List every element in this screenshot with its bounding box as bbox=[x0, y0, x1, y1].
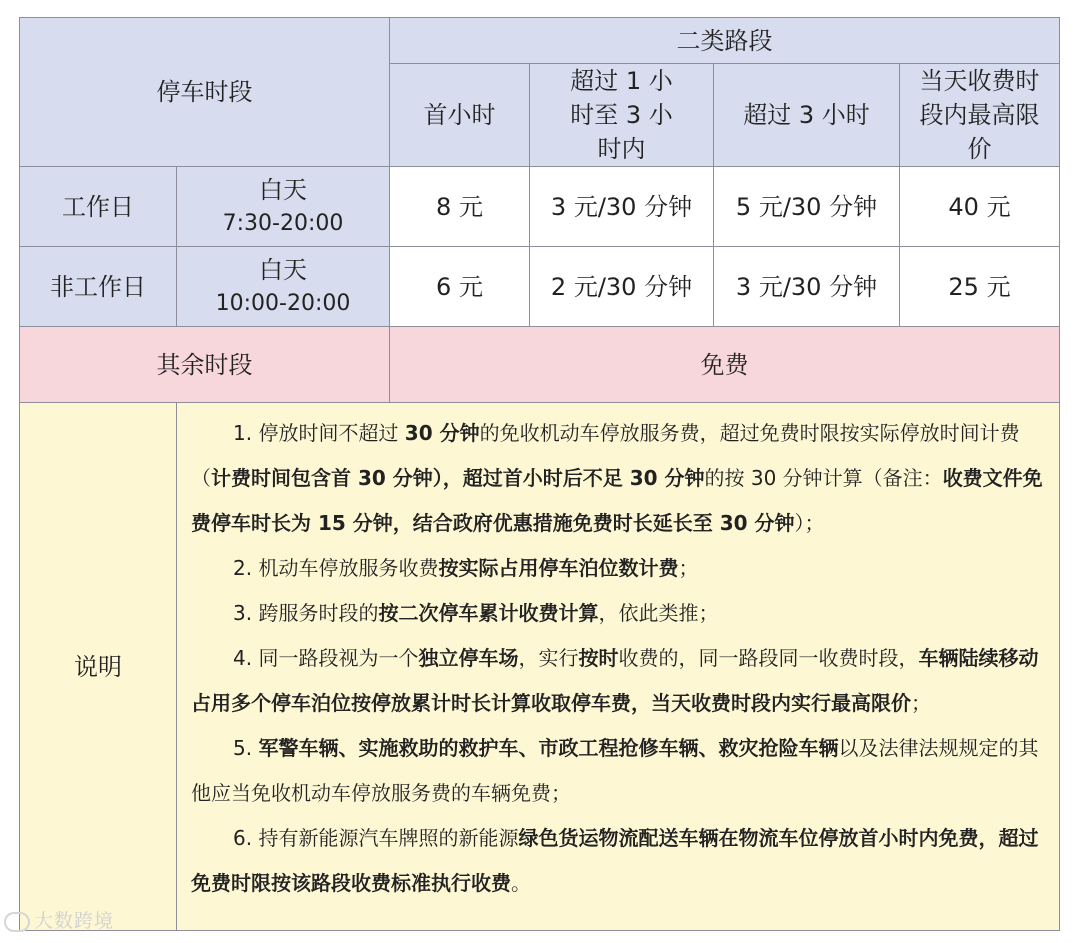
note-5: 5. 军警车辆、实施救助的救护车、市政工程抢修车辆、救灾抢险车辆以及法律法规规定的其他应当免收机动车停放服务费的车辆免费； bbox=[191, 736, 1039, 805]
note-1: 1. 停放时间不超过 30 分钟的免收机动车停放服务费，超过免费时限按实际停放时间计费（计费时间包含首 30 分钟），超过首小时后不足 30 分钟的按 30 分钟计算（备注：收费文件免费停车时长为 15 分钟，结合政府优惠措施免费时长延长至 30 分钟）； bbox=[191, 421, 1043, 535]
col-over3: 超过 3 小时 bbox=[714, 64, 900, 167]
notes-label: 说明 bbox=[20, 403, 177, 931]
watermark: 大数跨境 bbox=[4, 906, 114, 933]
note-2: 2. 机动车停放服务收费按实际占用停车泊位数计费； bbox=[233, 556, 699, 580]
row-day: 非工作日 bbox=[20, 247, 177, 327]
row-time: 白天 7:30-20:00 bbox=[177, 167, 390, 247]
col-1to3: 超过 1 小 时至 3 小 时内 bbox=[530, 64, 714, 167]
class-header: 二类路段 bbox=[390, 18, 1060, 64]
cell-max: 25 元 bbox=[900, 247, 1060, 327]
watermark-logo-icon bbox=[4, 912, 30, 932]
cell-first-hour: 8 元 bbox=[390, 167, 530, 247]
free-label: 免费 bbox=[390, 327, 1060, 403]
cell-first-hour: 6 元 bbox=[390, 247, 530, 327]
note-4: 4. 同一路段视为一个独立停车场，实行按时收费的，同一路段同一收费时段，车辆陆续移动占用多个停车泊位按停放累计时长计算收取停车费，当天收费时段内实行最高限价； bbox=[191, 646, 1039, 715]
cell-over3: 3 元/30 分钟 bbox=[714, 247, 900, 327]
note-6: 6. 持有新能源汽车牌照的新能源绿色货运物流配送车辆在物流车位停放首小时内免费，超过免费时限按该路段收费标准执行收费。 bbox=[191, 826, 1039, 895]
note-3: 3. 跨服务时段的按二次停车累计收费计算，依此类推； bbox=[233, 601, 719, 625]
row-day: 工作日 bbox=[20, 167, 177, 247]
cell-1to3: 3 元/30 分钟 bbox=[530, 167, 714, 247]
parking-fee-table bbox=[19, 17, 1060, 931]
row-time: 白天 10:00-20:00 bbox=[177, 247, 390, 327]
col-first-hour: 首小时 bbox=[390, 64, 530, 167]
notes-body bbox=[177, 403, 1060, 931]
col-max: 当天收费时 段内最高限 价 bbox=[900, 64, 1060, 167]
cell-max: 40 元 bbox=[900, 167, 1060, 247]
cell-over3: 5 元/30 分钟 bbox=[714, 167, 900, 247]
cell-1to3: 2 元/30 分钟 bbox=[530, 247, 714, 327]
other-period-label: 其余时段 bbox=[20, 327, 390, 403]
period-header: 停车时段 bbox=[20, 18, 390, 167]
